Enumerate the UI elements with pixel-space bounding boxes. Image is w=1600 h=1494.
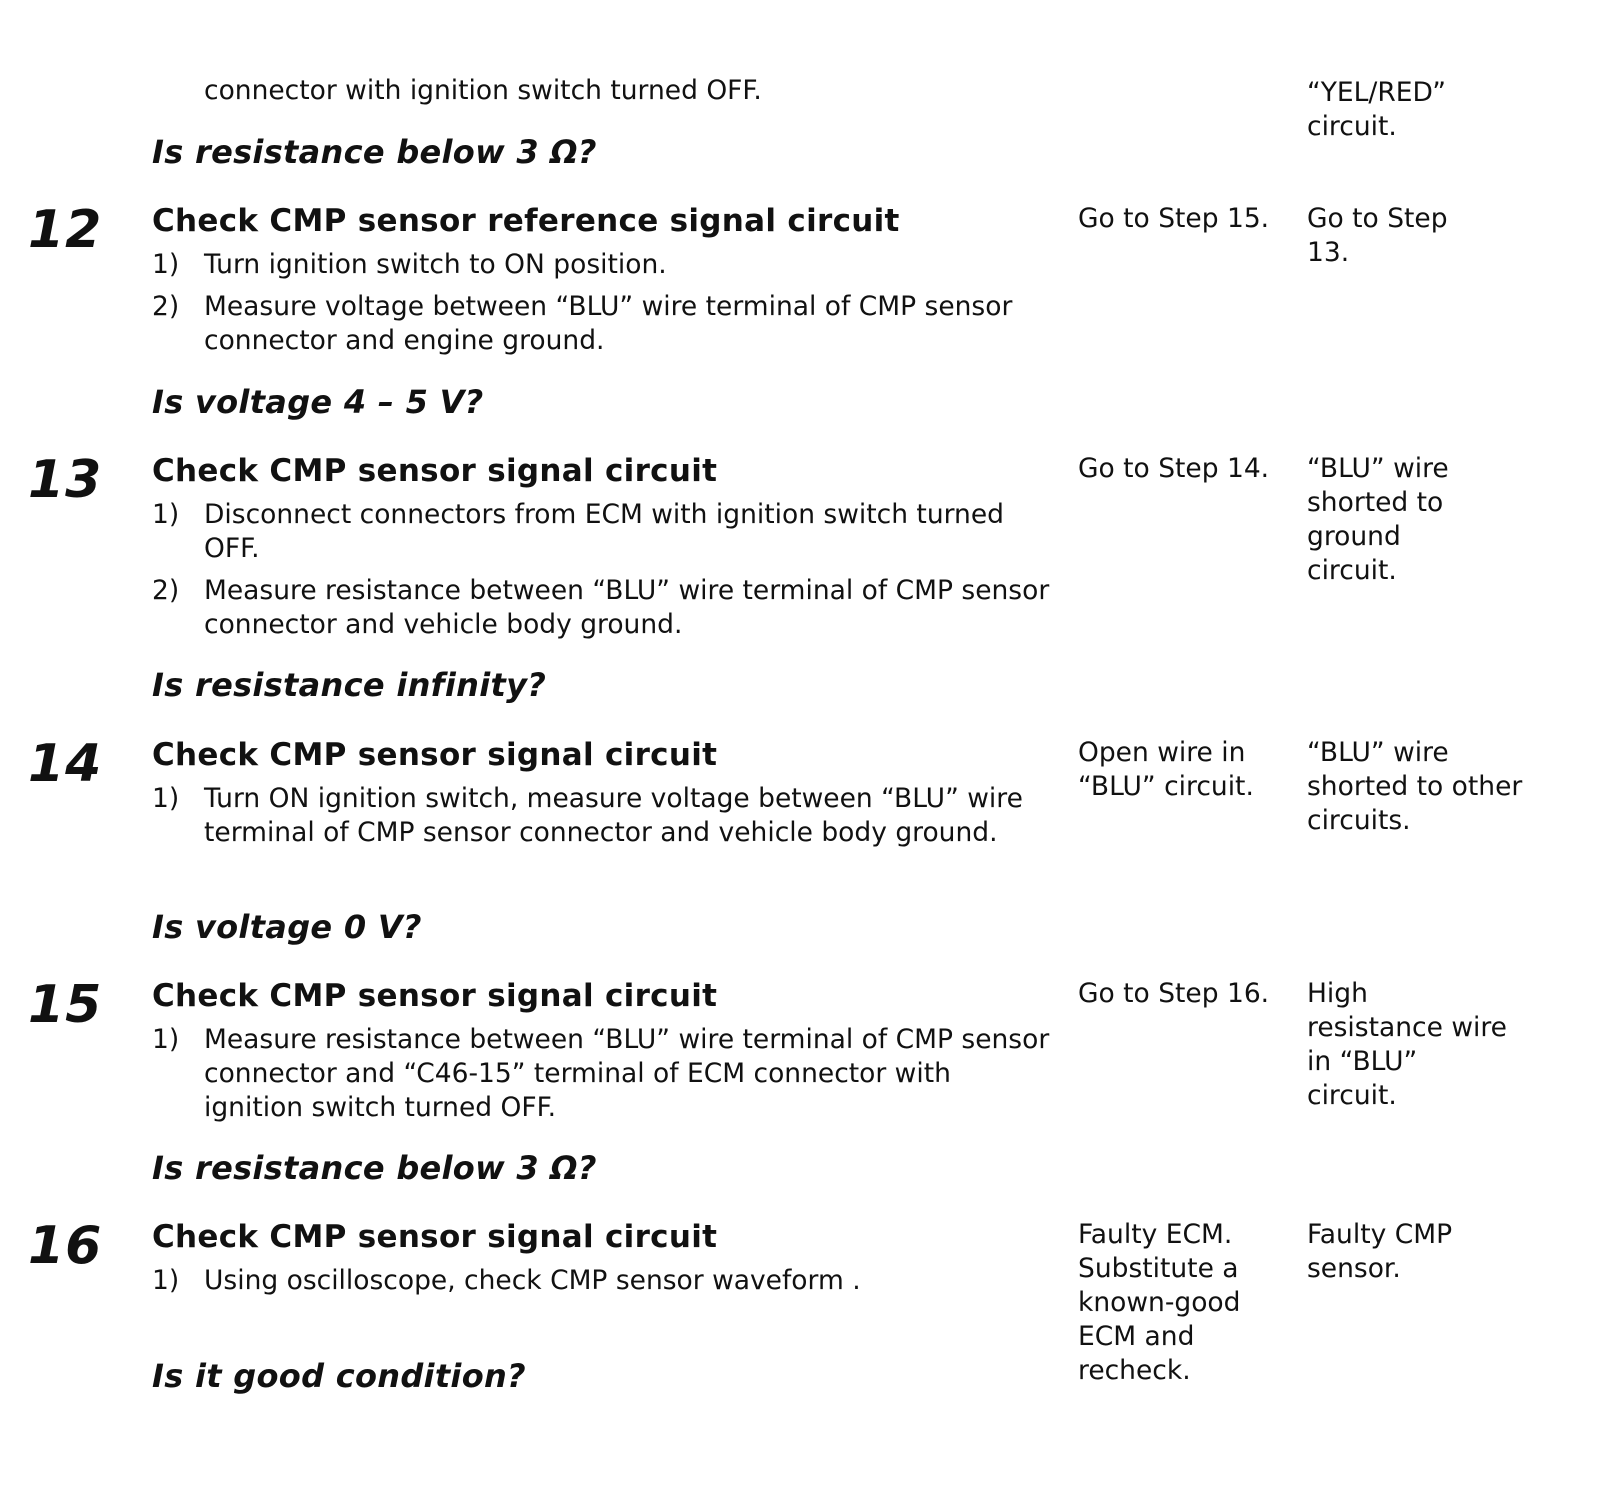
- yes-result: Open wire in “BLU” circuit.: [1078, 737, 1254, 802]
- step-16-main: [152, 1218, 1052, 1298]
- step-item-number: 1): [152, 249, 180, 280]
- step-item: [152, 498, 1052, 566]
- no-result: “BLU” wire shorted to other circuits.: [1307, 737, 1523, 836]
- step-item-text: Turn ON ignition switch, measure voltage between “BLU” wire terminal of CMP sensor connector and vehicle body ground.: [204, 783, 1023, 848]
- no-result: Go to Step 13.: [1307, 203, 1448, 268]
- step-item-text: Disconnect connectors from ECM with ignition switch turned OFF.: [204, 499, 1004, 564]
- yes-result: Faulty ECM. Substitute a known-good ECM and recheck.: [1078, 1219, 1241, 1386]
- step-item-number: 1): [152, 783, 180, 814]
- step-11-main: [152, 74, 1052, 108]
- step-item-text: Measure resistance between “BLU” wire terminal of CMP sensor connector and “C46-15” terminal of ECM connector with ignition switch turned OFF.: [204, 1024, 1050, 1123]
- step-item: [152, 1023, 1052, 1125]
- step-16-question: Is it good condition?: [152, 1357, 526, 1395]
- step-item: [152, 574, 1052, 642]
- step-11-item-body: connector with ignition switch turned OFF.: [204, 75, 762, 106]
- step-item: [152, 290, 1052, 358]
- step-13-main: [152, 452, 1052, 642]
- step-12-question: Is voltage 4 – 5 V?: [152, 383, 484, 421]
- step-item: [152, 248, 1052, 282]
- step-item-number: 1): [152, 499, 180, 530]
- step-number: 13: [28, 450, 103, 510]
- step-item-number: 1): [152, 1024, 180, 1055]
- step-item-text: Turn ignition switch to ON position.: [204, 249, 667, 280]
- no-result: Faulty CMP sensor.: [1307, 1219, 1453, 1284]
- step-item-number: 2): [152, 575, 180, 606]
- step-11-question: Is resistance below 3 Ω?: [152, 133, 597, 171]
- step-item: [152, 1264, 1052, 1298]
- step-item-number: 2): [152, 291, 180, 322]
- step-13-question: Is resistance infinity?: [152, 666, 547, 704]
- step-title: Check CMP sensor signal circuit: [152, 978, 718, 1014]
- step-15-main: [152, 977, 1052, 1125]
- step-item: [152, 782, 1052, 850]
- step-item-number: 1): [152, 1265, 180, 1296]
- step-11-item-text: [152, 74, 1052, 108]
- step-number: 14: [28, 734, 103, 794]
- step-title: Check CMP sensor signal circuit: [152, 737, 718, 773]
- step-item-text: Measure resistance between “BLU” wire terminal of CMP sensor connector and vehicle body ground.: [204, 575, 1050, 640]
- yes-result: Go to Step 14.: [1078, 453, 1270, 484]
- step-number: 16: [28, 1216, 103, 1276]
- step-12-main: [152, 202, 1052, 358]
- step-number: 15: [28, 975, 103, 1035]
- step-title: Check CMP sensor reference signal circuit: [152, 203, 900, 239]
- yes-result: Go to Step 15.: [1078, 203, 1270, 234]
- step-item-text: Using oscilloscope, check CMP sensor waveform .: [204, 1265, 861, 1296]
- no-result: High resistance wire in “BLU” circuit.: [1307, 978, 1507, 1111]
- step-title: Check CMP sensor signal circuit: [152, 1219, 718, 1255]
- step-14-question: Is voltage 0 V?: [152, 908, 422, 946]
- no-result: “BLU” wire shorted to ground circuit.: [1307, 453, 1449, 586]
- step-item-text: Measure voltage between “BLU” wire terminal of CMP sensor connector and engine ground.: [204, 291, 1013, 356]
- step-title: Check CMP sensor signal circuit: [152, 453, 718, 489]
- step-15-question: Is resistance below 3 Ω?: [152, 1149, 597, 1187]
- step-14-main: [152, 736, 1052, 850]
- step-11-no-result: “YEL/RED” circuit.: [1307, 77, 1446, 142]
- yes-result: Go to Step 16.: [1078, 978, 1270, 1009]
- step-number: 12: [28, 200, 103, 260]
